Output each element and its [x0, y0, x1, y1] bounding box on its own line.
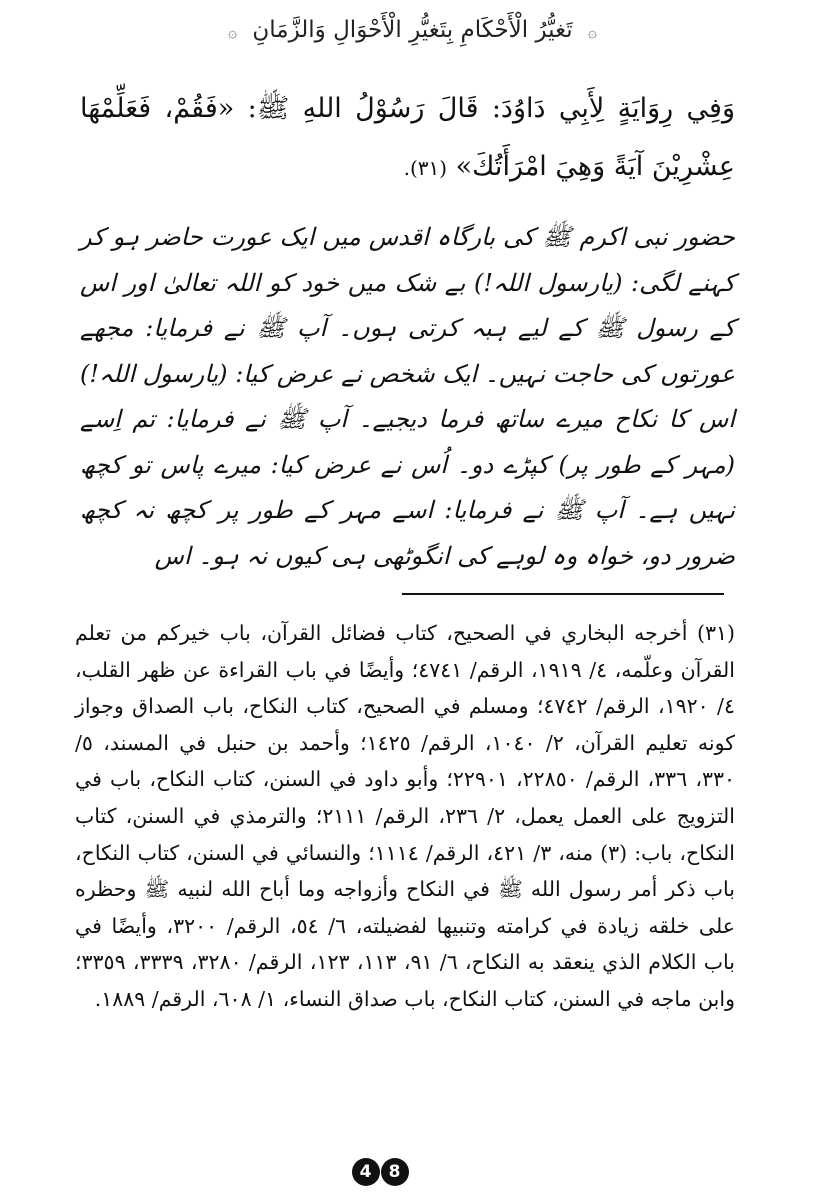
arabic-hadith-body: وَفِي رِوَايَةٍ لِأَبِي دَاوُدَ: قَالَ رَسُوْلُ اللهِ ﷺ: «فَقُمْ، فَعَلِّمْهَا عِشْرِيْنَ آيَةً وَهِيَ امْرَأَتُكَ» [80, 93, 735, 182]
footnote-text: (٣١) أخرجه البخاري في الصحيح، كتاب فضائل القرآن، باب خيركم من تعلم القرآن وعلّمه، ٤/ ١٩١٩، الرقم/ ٤٧٤١؛ وأيضًا في باب القراءة عن ظهر القلب، ٤/ ١٩٢٠، الرقم/ ٤٧٤٢؛ ومسلم في الصحيح، كتاب النكاح، باب الصداق وجواز كونه تعليم القرآن، ٢/ ١٠٤٠، الرقم/ ١٤٢٥؛ وأحمد بن حنبل في المسند، ٥/ ٣٣٠، ٣٣٦، الرقم/ ٢٢٨٥٠، ٢٢٩٠١؛ وأبو داود في السنن، كتاب النكاح، باب في التزويج على العمل يعمل، ٢/ ٢٣٦، الرقم/ ٢١١١؛ والترمذي في السنن، كتاب النكاح، باب: (٣) منه، ٣/ ٤٢١، الرقم/ ١١١٤؛ والنسائي في السنن، كتاب النكاح، باب ذكر أمر رسول الله ﷺ في النكاح وأزواجه وما أباح الله لنبيه ﷺ وحظره على خلقه زيادة في كرامته وتنبيها لفضيلته، ٦/ ٥٤، الرقم/ ٣٢٠٠، وأيضًا في باب الكلام الذي ينعقد به النكاح، ٦/ ٩١، ١١٣، ١٢٣، الرقم/ ٣٢٨٠، ٣٣٣٩، ٣٣٥٩؛ وابن ماجه في السنن، كتاب النكاح، باب صداق النساء، ١/ ٦٠٨، الرقم/ ١٨٨٩. [75, 621, 736, 1011]
header-ornament-left: ۞ [228, 23, 238, 41]
arabic-hadith-text [80, 80, 735, 197]
urdu-translation: حضور نبی اکرم ﷺ کی بارگاہ اقدس میں ایک عورت حاضر ہو کر کہنے لگی: (یارسول اللہ!) بے شک میں خود کو اللہ تعالیٰ اور اس کے رسول ﷺ کے لیے ہبہ کرتی ہوں۔ آپ ﷺ نے فرمایا: مجھے عورتوں کی حاجت نہیں۔ ایک شخص نے عرض کیا: (یارسول اللہ!) اس کا نکاح میرے ساتھ فرما دیجیے۔ آپ ﷺ نے فرمایا: تم اِسے (مہر کے طور پر) کپڑے دو۔ اُس نے عرض کیا: میرے پاس تو کچھ نہیں ہے۔ آپ ﷺ نے فرمایا: اسے مہر کے طور پر کچھ نہ کچھ ضرور دو، خواہ وہ لوہے کی انگوٹھی ہی کیوں نہ ہو۔ اس [80, 223, 736, 570]
page-number-digit: 4 [352, 1158, 380, 1186]
header-ornament-right: ۞ [587, 23, 597, 41]
running-header [0, 12, 825, 50]
header-title: تَغيُّرُ الْأَحْكَامِ بِتَغيُّرِ الْأَحْوَالِ وَالزَّمَانِ [252, 17, 573, 43]
page-number [350, 1158, 410, 1188]
footnote-divider [402, 593, 724, 595]
arabic-footnote-ref: (٣١). [403, 156, 448, 180]
page-number-digit: 8 [381, 1158, 409, 1186]
